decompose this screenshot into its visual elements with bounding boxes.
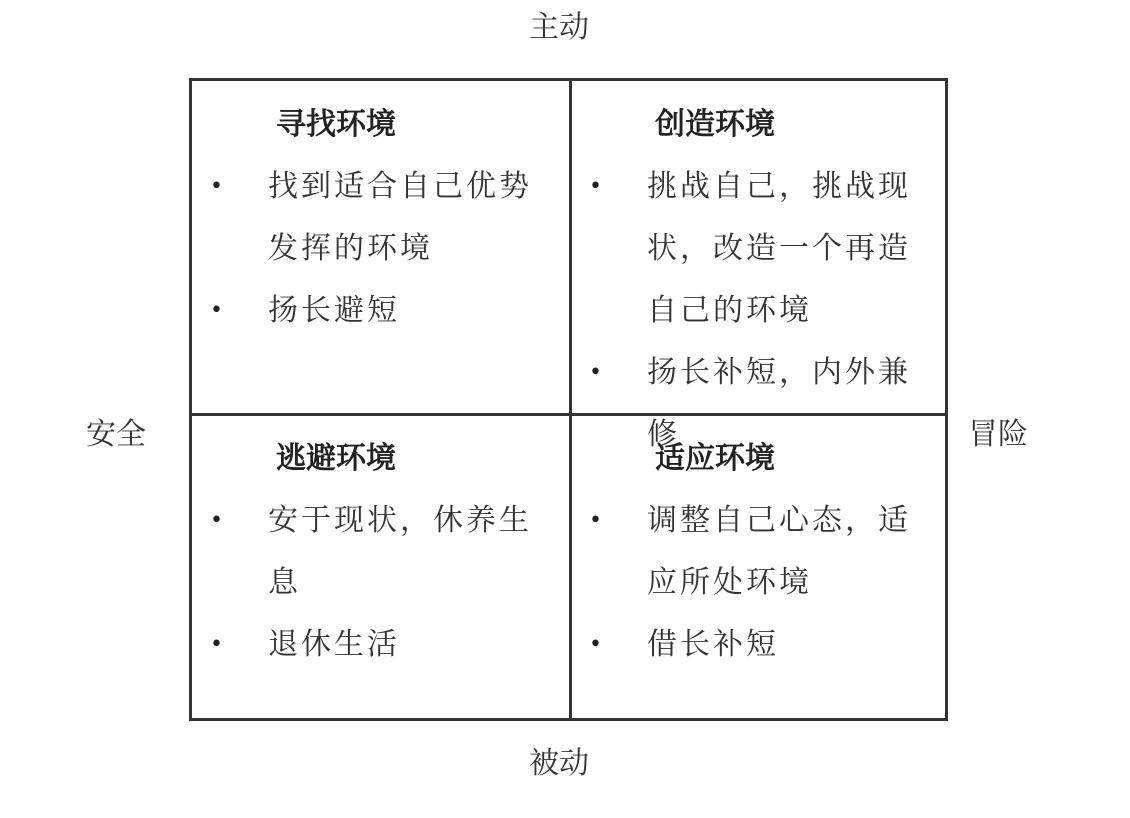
list-item: • 借长补短 (571, 614, 948, 676)
axis-label-left: 安全 (86, 417, 146, 452)
quadrant-title: 适应环境 (655, 441, 775, 476)
list-item: • 扬长补短，内外兼修 (571, 342, 948, 466)
quadrant-title: 逃避环境 (276, 441, 396, 476)
axis-label-bottom: 被动 (529, 746, 589, 781)
quadrant-list (192, 490, 569, 676)
list-item: • 退休生活 (192, 614, 569, 676)
quadrant-list (192, 156, 569, 342)
quadrant-matrix (189, 78, 948, 721)
list-item: • 挑战自己，挑战现状，改造一个再造自己的环境 (571, 156, 948, 342)
list-item: • 调整自己心态，适应所处环境 (571, 490, 948, 614)
axis-label-right: 冒险 (968, 417, 1028, 452)
quadrant-title: 寻找环境 (276, 107, 396, 142)
list-item: • 扬长避短 (192, 280, 569, 342)
axis-label-top: 主动 (529, 10, 589, 45)
quadrant-title: 创造环境 (655, 107, 775, 142)
quadrant-list (571, 156, 948, 466)
list-item: • 找到适合自己优势发挥的环境 (192, 156, 569, 280)
quadrant-list (571, 490, 948, 676)
list-item: • 安于现状，休养生息 (192, 490, 569, 614)
